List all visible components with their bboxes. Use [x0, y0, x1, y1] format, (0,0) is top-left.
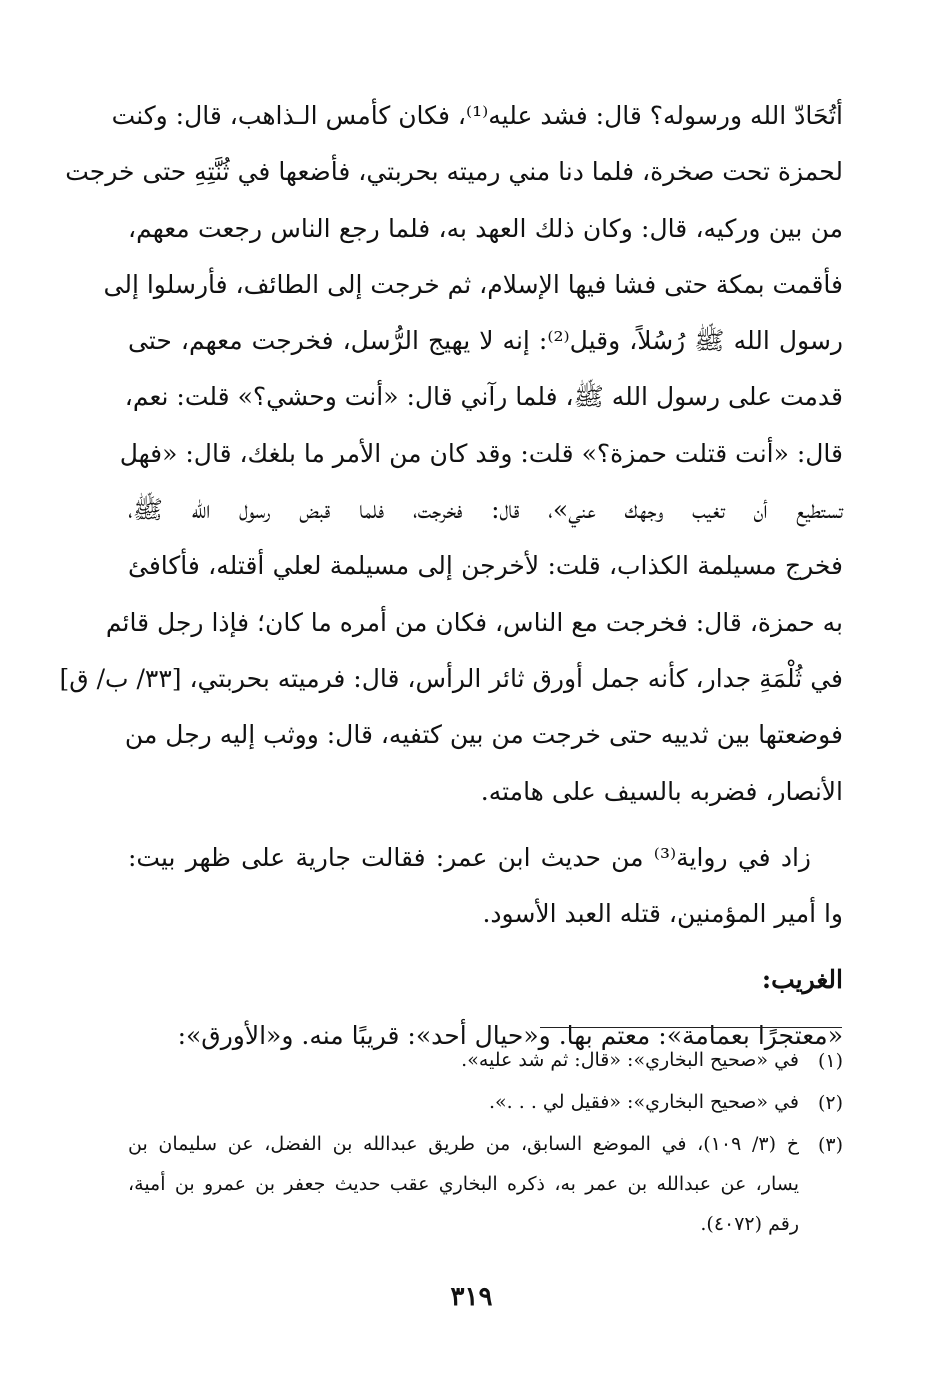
text-line: لحمزة تحت صخرة، فلما دنا مني رميته بحربتي، فأضعها في ثُنَّتِهِ حتى خرجت [65, 157, 843, 187]
footnote-text [128, 1082, 799, 1124]
text-line: فخرج مسيلمة الكذاب، قلت: لأخرجن إلى مسيلمة لعلي أقتله، فأكافئ [128, 551, 843, 581]
footnotes [128, 1040, 843, 1244]
text-line: به حمزة، قال: فخرجت مع الناس، فكان من أمره ما كان؛ فإذا رجل قائم [105, 607, 843, 637]
text-line: رسول الله ﷺ رُسُلاً، وقيل⁽²⁾: إنه لا يهيج الرُّسل، فخرجت معهم، حتى [128, 326, 843, 356]
footnote-number: (١) [817, 1050, 843, 1072]
text-line: زاد في رواية⁽³⁾ من حديث ابن عمر: فقالت جارية على ظهر بيت: [128, 842, 811, 872]
paragraph-narration [59, 88, 843, 820]
footnote-3 [128, 1124, 843, 1244]
footnote-line: في «صحيح البخاري»: «قال: ثم شد عليه». [461, 1049, 799, 1071]
text-line: وا أمير المؤمنين، قتله العبد الأسود. [482, 899, 843, 929]
footnote-1 [128, 1040, 843, 1082]
text-line: فأقمت بمكة حتى فشا فيها الإسلام، ثم خرجت إلى الطائف، فأرسلوا إلى [103, 269, 843, 299]
text-line: في ثُلْمَةِ جدار، كأنه جمل أورق ثائر الرأس، قال: فرميته بحربتي، [٣٣/ ب/ ق] [59, 663, 843, 693]
text-line: تستطيع أن تغيب وجهك عني»، قال: فخرجت، فلما قبض رسول الله ﷺ، [128, 495, 843, 525]
text-line: أتُحَادّ الله ورسوله؟ قال: فشد عليه⁽¹⁾، فكان كأمس الـذاهب، قال: وكنت [111, 101, 843, 130]
footnote-line: يسار، عن عبدالله بن عمر به، ذكره البخاري عقب حديث جعفر بن عمرو بن أمية، [128, 1173, 799, 1195]
footnote-line: رقم (٤٠٧٢). [700, 1213, 799, 1235]
text-line: فوضعتها بين ثدييه حتى خرجت من بين كتفيه، قال: ووثب إليه رجل من [124, 720, 843, 750]
gharib-heading: الغريب: [761, 965, 843, 995]
footnote-line: في «صحيح البخاري»: «فقيل لي . . .». [489, 1091, 799, 1113]
footnote-text [128, 1124, 799, 1244]
footnote-number: (٢) [817, 1092, 843, 1114]
footnote-text [128, 1040, 799, 1082]
footnote-line: خ (٣/ ١٠٩)، في الموضع السابق، من طريق عبدالله بن الفضل، عن سليمان بن [128, 1133, 799, 1155]
page-number: ٣١٩ [450, 1282, 493, 1312]
gharib-text-line: «معتجرًا بعمامة»: معتم بها. و«حيال أحد»: قريبًا منه. و«الأورق»: [177, 1021, 843, 1051]
footnote-number: (٣) [817, 1134, 843, 1156]
main-text [59, 88, 843, 1065]
text-line: الأنصار، فضربه بالسيف على هامته. [480, 776, 843, 806]
footnote-2 [128, 1082, 843, 1124]
text-line: من بين وركيه، قال: وكان ذلك العهد به، فلما رجع الناس رجعت معهم، [128, 213, 843, 243]
paragraph-addition [128, 830, 843, 943]
text-line: قدمت على رسول الله ﷺ، فلما رآني قال: «أنت وحشي؟» قلت: نعم، [124, 382, 843, 412]
text-line: قال: «أنت قتلت حمزة؟» قلت: وقد كان من الأمر ما بلغك، قال: «فهل [119, 438, 843, 468]
footnote-separator [540, 1027, 842, 1028]
